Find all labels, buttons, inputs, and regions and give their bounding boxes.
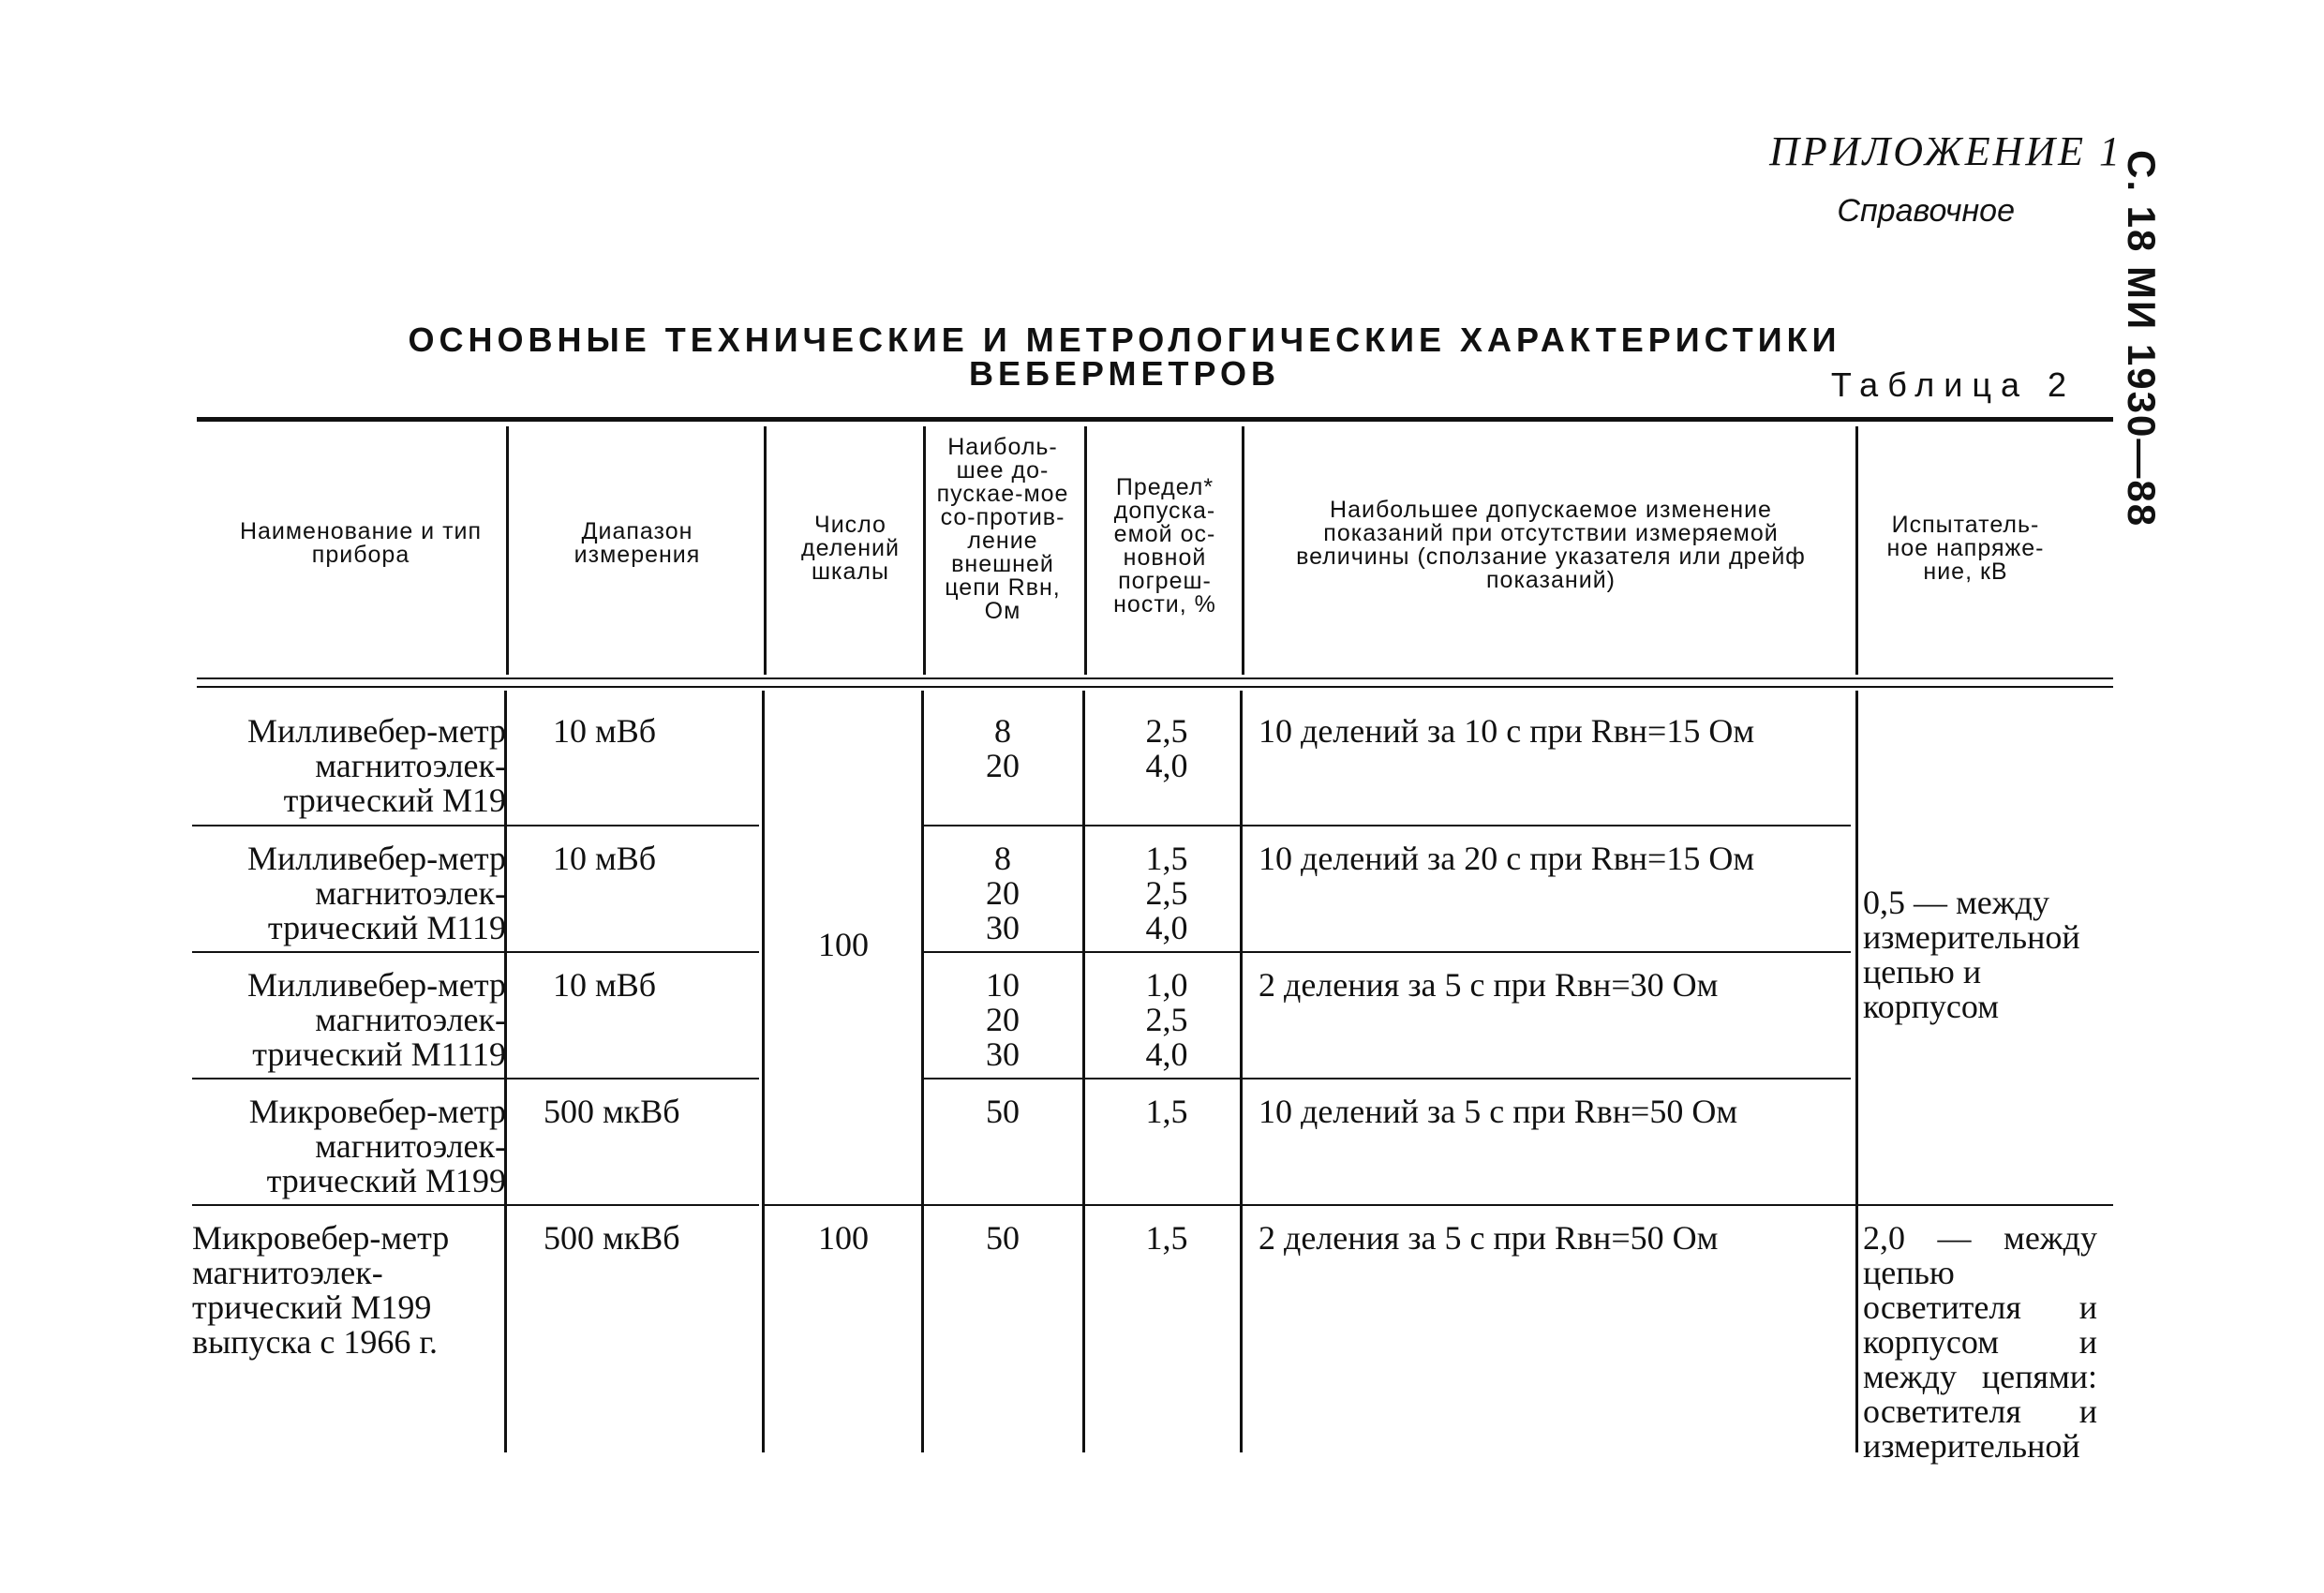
header-bottom-rule-1 [197,677,2113,679]
appendix-heading: ПРИЛОЖЕНИЕ 1 [1769,128,2123,174]
row-2-range: 10 мВб [553,840,657,877]
row-2-name: Милливебер-метр магнитоэлек-трический М119 [247,840,506,946]
row-5-drift: 2 деления за 5 с при Rвн=50 Ом [1259,1219,1719,1257]
row-2-error: 1,5 2,5 4,0 [1145,840,1188,946]
row-separator-3-data [923,1078,1851,1079]
row-5-error: 1,5 [1145,1219,1188,1257]
body-divider-3 [921,691,924,1452]
row-separator-1-name [192,825,759,826]
table-label: Таблица 2 [1830,365,2076,404]
row-separator-3-name [192,1078,759,1079]
table-top-rule [197,417,2113,422]
header-name: Наименование и тип прибора [239,518,483,568]
row-separator-1-data [923,825,1851,826]
row-4-range: 500 мкВб [544,1093,680,1130]
row-1-range: 10 мВб [553,712,657,750]
header-bottom-rule-2 [197,686,2113,688]
header-divider-6 [1855,426,1858,675]
header-divisions: Число делений шкалы [801,512,900,585]
row-3-range: 10 мВб [553,966,657,1004]
body-divider-6 [1855,691,1858,1452]
row-separator-2-name [192,951,759,953]
row-5-resistance: 50 [986,1219,1020,1257]
reference-label: Справочное [1837,193,2015,229]
row-5-divisions: 100 [818,1219,869,1257]
row-3-error: 1,0 2,5 4,0 [1145,966,1188,1073]
body-divider-2 [762,691,765,1452]
row-5-range: 500 мкВб [544,1219,680,1257]
header-divider-3 [923,426,926,675]
merged-voltage-1: 0,5 — между измерительной цепью и корпусом [1863,884,2080,1025]
header-divider-5 [1242,426,1244,675]
merged-voltage-2: 2,0 — между цепью осветителя и корпусом и между цепями: осветителя и измерительной [1863,1219,2097,1465]
row-separator-2-data [923,951,1851,953]
row-1-resistance: 8 20 [986,712,1020,784]
header-resistance: Наиболь-шее до-пускае-мое со-против-ление внешней цепи Rвн, Ом [936,434,1069,624]
header-voltage: Испытатель-ное напряже-ние, кВ [1886,512,2045,585]
row-2-drift: 10 делений за 20 с при Rвн=15 Ом [1259,840,1755,877]
page-side-code: С. 18 МИ 1930—88 [2120,150,2164,529]
row-5-name: Микровебер-метр магнитоэлек-трический М199 выпуска с 1966 г. [192,1219,450,1361]
body-divider-4 [1082,691,1085,1452]
row-1-drift: 10 делений за 10 с при Rвн=15 Ом [1259,712,1755,750]
row-1-error: 2,5 4,0 [1145,712,1188,784]
row-4-error: 1,5 [1145,1093,1188,1130]
row-3-name: Милливебер-метр магнитоэлек-трический М1119 [247,966,506,1073]
header-drift: Наибольшее допускаемое изменение показаний при отсутствии измеряемой величины (сползание указателя или дрейф показаний) [1296,497,1806,593]
header-divider-4 [1084,426,1087,675]
row-separator-4-name [192,1204,759,1206]
row-1-name: Милливебер-метр магнитоэлек-трический М19 [247,712,506,819]
header-range: Диапазон измерения [574,518,701,568]
row-4-resistance: 50 [986,1093,1020,1130]
body-divider-5 [1240,691,1243,1452]
row-4-name: Микровебер-метр магнитоэлек-трический М199 [248,1093,506,1199]
row-separator-4-data [923,1204,2113,1206]
row-3-drift: 2 деления за 5 с при Rвн=30 Ом [1259,966,1719,1004]
header-divider-1 [506,426,509,675]
row-separator-4-divisions [764,1204,923,1206]
row-4-drift: 10 делений за 5 с при Rвн=50 Ом [1259,1093,1738,1130]
row-3-resistance: 10 20 30 [986,966,1020,1073]
header-error: Предел* допуска-емой ос-новной погреш-ности, % [1113,474,1216,618]
merged-divisions: 100 [818,926,869,963]
row-2-resistance: 8 20 30 [986,840,1020,946]
header-divider-2 [764,426,767,675]
document-title: ОСНОВНЫЕ ТЕХНИЧЕСКИЕ И МЕТРОЛОГИЧЕСКИЕ ХАРАКТЕРИСТИКИ ВЕБЕРМЕТРОВ [408,320,1841,393]
